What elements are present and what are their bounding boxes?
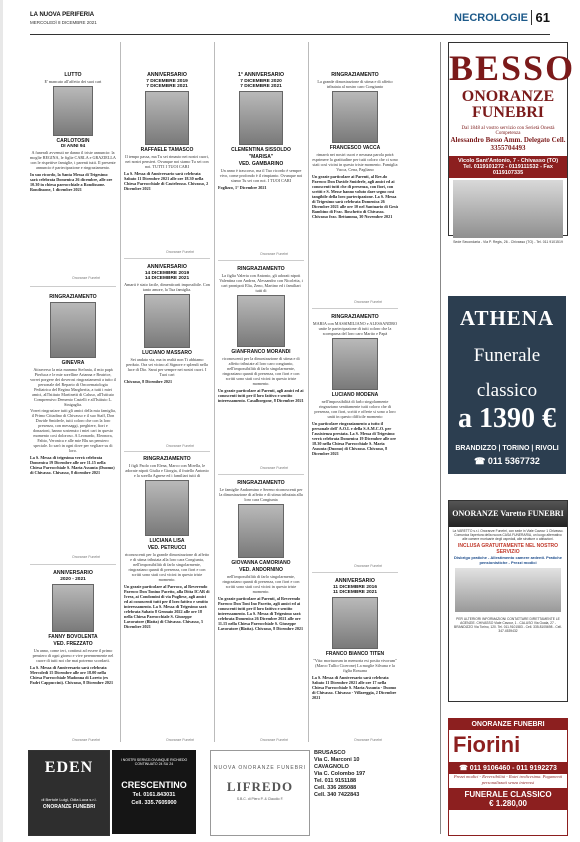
- portrait-photo: [332, 91, 378, 143]
- obit-age: DI ANNI 94: [60, 144, 86, 149]
- obit-lead: I figli Paolo con Elena, Marco con Mirella, le adorate nipoti Giulia e Giorgia, il fratello Antonio e la sorella Agnese ed i familiari tutti di: [125, 463, 209, 478]
- obit-mass-info: In suo ricordo, la Santa Messa di Trigesimo sarà celebrata Domenica 26 dicembre, alle ore 10.30 in chiesa parrocchiale a Rondissone. Rondissone, 1 dicembre 2021: [30, 172, 113, 192]
- obit-text: rimarrà nei nostri cuori e nessuna parola potrà esprimere la gratitudine per tutti coloro che ci sono stati così vicini in questo triste momento. Famiglia Vacca, Cena, Pagliano: [312, 152, 398, 172]
- signature: Onoranze Funebri: [72, 276, 101, 280]
- athena-line-2: classico: [476, 380, 538, 401]
- obit-title: ANNIVERSARIO: [147, 72, 187, 78]
- obit-name-2: VED. PETRUCCI: [147, 545, 187, 551]
- thanks-morandi: [218, 266, 304, 466]
- ad-brusasco: [314, 750, 398, 834]
- obit-date-2: 11 DICEMBRE 2021: [333, 590, 377, 595]
- obituary-lutto: [30, 72, 116, 290]
- lifredo-logo: LIFREDO: [226, 779, 294, 794]
- brus-addr-2: Via C. Colombo 197: [314, 771, 366, 777]
- signature: Onoranze Funebri: [354, 300, 383, 304]
- obit-date-1: 7 DICEMBRE 2020: [240, 79, 282, 84]
- signature: Onoranze Funebri: [260, 738, 289, 742]
- obit-title: RINGRAZIAMENTO: [237, 480, 285, 486]
- obit-date-1: 14 DICEMBRE 2019: [144, 271, 190, 276]
- obit-name-2: VED. ANDORNINO: [239, 567, 283, 573]
- crescentino-name: CRESCENTINO: [121, 780, 187, 790]
- hearse-photo: [455, 568, 561, 612]
- column-rule: [120, 42, 121, 742]
- obit-text-2: Sei andato via, ma in realtà non Ti abbiamo perduto. Ora sei vicino al Signore e splendi nella luce di Dio. Sarai per sempre nei nostri cuori. I Tuoi cari: [126, 357, 208, 377]
- obit-text: Amarti è stato facile, dimenticarti impossibile. Con tanto amore, la Tua famiglia.: [124, 282, 210, 292]
- divider: [124, 451, 210, 452]
- besso-sub-2: FUNEBRI: [471, 104, 544, 121]
- obit-title: RINGRAZIAMENTO: [331, 314, 379, 320]
- masthead: [30, 10, 550, 35]
- varetto-text: La VARETTO s.r.l. Onoranze Funebri, con sede in Viale Cavour 1 Chivasso. Comunica l'apertura della nuova CASA FUNERARIA, un luogo alternativo alle camere mortuarie degli ospedali, alle strutture o abitazioni.: [452, 529, 564, 541]
- besso-logo: BESSO: [449, 48, 576, 88]
- brus-addr-1: Via C. Marconi 10: [314, 757, 360, 763]
- brus-cell-2: Cell. 340 7422843: [314, 792, 360, 798]
- obit-mass-info: Chivasso, 8 Dicembre 2021: [124, 379, 173, 384]
- signature: Onoranze Funebri: [166, 738, 195, 742]
- obit-name: FRANCESCO VACCA: [329, 145, 381, 151]
- obit-mass-info: La S. Messa di Anniversario sarà celebrata Sabato 11 Dicembre 2021 alle ore 18.30 nella Chiesa Parrocchiale di Castelrosso. Chivasso, 2 Dicembre 2021: [124, 171, 209, 191]
- obit-mass-info: Un particolare ringraziamento a tutto il personale dell' A.O.L e della S.A.M.C.O. per l'assistenza prestata. La S. Messa di Trigesimo verrà celebrata Domenica 19 Dicembre alle ore 18.30 nella Chiesa Parrocchiale S. Maria Assunta (Duomo) di Chivasso. Chivasso, 8 Dicembre 2021: [312, 421, 397, 456]
- obit-text: nell'impossibilità di farlo singolarmente ringraziano sentitamente tutti coloro che di presenza, con fiori, scritti e offerte si sono a loro uniti in questo difficile momento: [314, 399, 396, 419]
- crescentino-tagline: I NOSTRI SERVIZI OVUNQUE RICHIEDO CONTINUATO 24 SU 24: [120, 758, 188, 766]
- anniversary-massaro: [124, 264, 210, 442]
- thanks-vacca: [312, 72, 398, 298]
- signature: Onoranze Funebri: [166, 444, 195, 448]
- column-rule: [308, 42, 309, 742]
- divider: [30, 286, 116, 287]
- portrait-photo: [332, 597, 378, 649]
- issue-date: MERCOLEDÌ 8 DICEMBRE 2021: [30, 20, 97, 25]
- portrait-photo: [144, 294, 190, 348]
- anniversary-sissoldo: [218, 72, 304, 250]
- obit-title: LUTTO: [64, 72, 82, 78]
- obit-text: Un anno, come ieri, continui ad essere il primo pensiero di ogni giorno e vive perennemente nel cuore di tutti noi che mai potremo scordarti.: [32, 648, 114, 663]
- obit-name: CLEMENTINA SISSOLDO: [231, 147, 291, 153]
- crescentino-cell: Cell. 335.7605900: [131, 800, 177, 806]
- portrait-photo: [239, 91, 283, 145]
- thanks-modena: [312, 314, 398, 562]
- portrait-photo: [53, 86, 93, 136]
- ad-fiorini: [448, 718, 568, 836]
- divider: [312, 572, 398, 573]
- eden-owner: di Bertolè Luigi, Odia Luca s.r.l.: [41, 797, 97, 802]
- obit-mass-info: La S. Messa di trigesima verrà celebrata Domenica 19 Dicembre alle ore 11.15 nella Chiesa Parrocchiale S. Maria Assunta (Duomo) di Chivasso. Chivasso, 8 dicembre 2021: [30, 455, 115, 475]
- thanks-lisa: [124, 456, 210, 738]
- varetto-highlight: INCLUSA GRATUITAMENTE NEL NOSTRO SERVIZIO: [457, 543, 559, 555]
- fiorini-price-value: € 1.280,00: [489, 799, 527, 808]
- obit-name: RAFFAELE TAMASCO: [140, 147, 194, 153]
- obit-mass-info: Un grazie particolare ai Parenti, agli amici ed ai conoscenti tutti per il loro fattivo e sentito interessamento. Casalborgone, 8 Dicembre 2021: [218, 388, 304, 403]
- ad-crescentino: [112, 750, 196, 834]
- obit-mass-info: La S. Messa di Anniversario sarà celebrata Sabato 11 Dicembre 2021 alle ore 17 nella Chiesa Parrocchiale S. Maria Assunta - Duomo di Chivasso. Chivasso - Villareggia, 2 Dicembre 2021: [312, 675, 397, 700]
- obit-text: Un anno è trascorso, ma il Tuo ricordo è sempre vivo, come profondo è il rimpianto. Ovunque noi siamo Tu sei con noi. I TUOI CARI: [219, 168, 303, 183]
- varetto-contacts: PER ULTERIORI INFORMAZIONI CONTATTARE DIRETTAMENTE LE AGENZIE. CHIVASSO Viale Cavour, 1 - CALUSO Via Guala, 27 - BRANDIZZO Via Torino, 120. Tel. 011.9101583 - Cell. 335.8105698 - Cell. 347.4539432: [454, 617, 562, 633]
- thanks-ginevra: [30, 294, 116, 562]
- obit-date-1: 7 DICEMBRE 2019: [146, 79, 188, 84]
- obit-text: Il tempo passa, ma Tu sei rimasto nei nostri cuori, nei nostri pensieri. Ovunque noi siamo Tu sei con noi. TUTTI I TUOI CARI: [125, 154, 209, 169]
- column-rule: [440, 42, 441, 834]
- obit-name-2: VED. FREZZATO: [53, 641, 93, 647]
- obit-title: ANNIVERSARIO: [335, 578, 375, 584]
- obit-lead: MARIA con MASSIMILIANO e ALESSANDRO unite le partecipazione di tutti coloro che la scomparsa del loro caro Marito e Papà: [312, 321, 398, 336]
- ad-lifredo: [210, 750, 310, 836]
- athena-line-1: Funerale: [473, 345, 541, 366]
- obit-text: riconoscenti per la dimostrazione di stima e di affetto tributate al loro caro congiunto, nell'impossibilità di farlo singolarmente, ringraziano quanti di presenza, con fiori e con scritti sono stati così vicini in questo triste momento.: [222, 356, 300, 386]
- obit-lead: La grande dimostrazione di stima e di affetto tributata al nostro caro Congiunto: [317, 79, 393, 89]
- athena-cities: BRANDIZZO | TORINO | RIVOLI: [455, 445, 559, 452]
- obit-date-2: 7 DICEMBRE 2021: [240, 84, 282, 89]
- obit-title: RINGRAZIAMENTO: [331, 72, 379, 78]
- fiorini-header: ONORANZE FUNEBRI: [449, 719, 567, 730]
- column-rule: [214, 42, 215, 742]
- obit-name: CARLOTOSIN: [56, 138, 90, 144]
- divider: [218, 260, 304, 261]
- ad-besso: [448, 42, 576, 244]
- brus-cell-1: Cell. 336 285088: [314, 785, 357, 791]
- crescentino-phone: Tel. 0161.843031: [132, 792, 176, 798]
- besso-info: Dal 1848 al vostro servizio con Serietà Onestà Competenza: [461, 126, 555, 136]
- obit-title: ANNIVERSARIO: [53, 570, 93, 576]
- athena-price: a 1390 €: [458, 403, 556, 434]
- binding-stripe: [0, 0, 3, 842]
- obit-lead: Le famiglie Andormino e Sereno riconoscenti per la dimostrazione di affetto e di stima tributata alla loro cara Congiunta: [219, 487, 303, 502]
- signature: Onoranze Funebri: [260, 252, 289, 256]
- divider: [30, 564, 116, 565]
- signature: Onoranze Funebri: [72, 555, 101, 559]
- brus-tel: Tel. 011 9151188: [314, 778, 357, 784]
- obit-title: RINGRAZIAMENTO: [143, 456, 191, 462]
- varetto-header: ONORANZE Varetto FUNEBRI: [449, 501, 567, 527]
- obit-name: FRANCO BIANCO TITEN: [325, 651, 385, 657]
- obit-date-2: 14 DICEMBRE 2021: [144, 276, 190, 281]
- obit-mass-info: Un grazie particolare ai Parenti, al Reverendo Parroco Don Toni Ino Pacetto, agli amici ed ai conoscenti tutti per il loro fattivo e sentito interessamento. La S. Messa di Trigesimo sarà celebrata Domenica 26 Dicembre 2021 alle ore 11.15 nella Chiesa Parrocchiale S. Giuseppe Lavoratore (Blatta). Chivasso, 8 Dicembre 2021: [218, 596, 304, 631]
- obit-name: GIANFRANCO MORANDI: [231, 349, 291, 355]
- portrait-photo: [332, 338, 378, 390]
- portrait-photo: [52, 584, 94, 632]
- obit-title: 1° ANNIVERSARIO: [238, 72, 284, 78]
- fiorini-price-label: FUNERALE CLASSICO: [464, 790, 552, 799]
- thanks-camoriano: [218, 480, 304, 738]
- section-title: NECROLOGIE: [454, 12, 528, 24]
- obit-name: LUCIANO MODENA: [331, 392, 379, 398]
- obit-text: riconoscenti per la grande dimostrazione di affetto e di stima tributata alla loro cara Congiunta, nell'impossibilità di farlo singolarmente, ringraziano quanti di presenza, con fiori e con scritti sono stati così vicini in questo triste momento.: [124, 552, 210, 582]
- besso-sub-1: ONORANZE: [461, 88, 555, 105]
- paper-name: LA NUOVA PERIFERIA: [30, 12, 95, 18]
- obit-title: RINGRAZIAMENTO: [49, 294, 97, 300]
- varetto-services: Disbrigo pratiche - Allestimento camere ardenti. Pratiche pensionistiche - Prezzi modici: [454, 555, 562, 565]
- athena-phone: ☎ 011 5367732: [474, 456, 540, 466]
- obit-text: "Vita: mortuorum in memoria est posita vivorum" (Marco Tullio Cicerone) La moglie Silvana e la figlia Rossana: [313, 658, 397, 673]
- brus-city-1: BRUSASCO: [314, 750, 346, 756]
- portrait-photo: [145, 480, 189, 536]
- obit-mass-info: Foglizzo, 1° Dicembre 2021: [218, 185, 267, 190]
- fiorini-phone: ☎ 011 9106460 - 011 9192273: [449, 762, 567, 774]
- signature: Onoranze Funebri: [354, 738, 383, 742]
- portrait-photo: [238, 504, 284, 558]
- anniversary-tamasco: [124, 72, 210, 246]
- obit-dates: 2020 - 2021: [60, 577, 86, 582]
- obit-text-2: Vorrei ringraziare tutti gli amici della mia famiglia, il Primo Cittadino di Chivasso e il suo Staff, Don Davide Smiderle, tutti coloro che con la loro presenza, con messaggi, preghiere, fiori e donazioni, hanno sostenuto i miei cari in questo momento così doloroso. A Leonardo, Eleonora, Fabio, Veronica e alle mie Blu un pensiero speciale. Io sarò in ogni dove per vegliare su di loro.: [30, 408, 116, 453]
- signature: Onoranze Funebri: [260, 466, 289, 470]
- ad-athena: [448, 296, 566, 474]
- obit-title: ANNIVERSARIO: [147, 264, 187, 270]
- obit-text: Attraverso la mia mamma Stefania, il mio papà Pierluca e le mie sorelline Arianna e Beatrice, vorrei porgere dei doverosi ringraziamenti a tutto il personale del Reparto di Oncoematologia Pediatrica del Regina Margherita, a tutti i miei amici, all'Istituto Martinetti di Caluso, all'Istituto Comprensivo Demento Castelli e all'Istituto L. Sinigaglia.: [30, 367, 116, 407]
- besso-address-text: Vicolo Sant'Antonio, 7 - Chivasso (TO): [457, 158, 559, 164]
- brus-city-2: CAVAGNOLO: [314, 764, 349, 770]
- signature: Onoranze Funebri: [72, 738, 101, 742]
- ad-varetto: [448, 500, 568, 702]
- eden-label: ONORANZE FUNEBRI: [42, 804, 96, 810]
- obit-lead: La figlia Valeria con Antonio, gli adorati nipoti Valentina con Andrea, Alessandro con Nicoletta, i cari pronipoti Elia, Zeno, Martino ed i familiari tutti di: [219, 273, 303, 293]
- obit-date-2: 7 DICEMBRE 2021: [146, 84, 188, 89]
- lifredo-tagline: NUOVA ONORANZE FUNEBRI: [213, 765, 307, 771]
- lifredo-company: S.B.C. di Piero P. & Claudio F.: [236, 797, 284, 801]
- obit-name: LUCIANA LISA: [149, 538, 185, 544]
- obit-name: GIOVANNA CAMORIANO: [231, 560, 291, 566]
- obit-date-1: 11 DICEMBRE 2016: [333, 585, 377, 590]
- obit-mass-info: Un grazie particolare ai Parenti, al Rev.do Parroco Don Davide Smiderle, agli amici ed ai conoscenti tutti che di presenza, con fiori, con scritti e S. Messe hanno voluto dare segno così tangibile della loro partecipazione. La S. Messa di Trigesimo sarà celebrata Domenica 26 Dicembre 2021 alle ore 10 nel Santuario di Gesù Bambino di Frac. Boschetto di Chivasso. Chivasso frac. Bettamma, 30 Novembre 2021: [312, 174, 398, 219]
- besso-address: [449, 156, 567, 178]
- eden-logo: EDEN: [44, 759, 94, 776]
- signature: Onoranze Funebri: [166, 250, 195, 254]
- besso-contact: Alessandro Besso Amm. Delegato Cell. 3355704493: [450, 136, 566, 152]
- page-number: 61: [531, 10, 550, 25]
- portrait-photo: [237, 295, 285, 347]
- obit-name: GINEVRA: [61, 360, 85, 366]
- fiorini-logo: Fiorini: [453, 732, 521, 757]
- signature: Onoranze Funebri: [354, 564, 383, 568]
- obit-title: RINGRAZIAMENTO: [237, 266, 285, 272]
- obit-name-2: "MARISA": [248, 154, 274, 160]
- obit-text: nell'impossibilità di farlo singolarmente, ringraziano quanti di presenza, con fiori e con scritti sono stati così vicini in questo triste momento.: [222, 574, 300, 594]
- obit-mass-info: Un grazie particolare al Parroco, al Reverendo Parroco Don Tonino Pacetto, alla Ditta ICAR di Ivrea, ai Condomini di via Pugliese, agli amici ed ai conoscenti tutti per il loro fattivo e sentito interessamento. La S. Messa di Trigesimo sarà celebrata Sabato 8 Gennaio 2022 alle ore 18 nella Chiesa Parrocchiale S. Giuseppe Lavoratore (Blatta) di Chivasso. Chivasso, 3 Dicembre 2021: [124, 584, 210, 629]
- divider: [312, 308, 398, 309]
- portrait-photo: [145, 91, 189, 145]
- hearse-photo: [453, 180, 563, 238]
- obit-name-3: VED. GAMBARINO: [238, 161, 284, 167]
- besso-phone: Tel. 0119101272 - 0119111532 - Fax 0119107335: [463, 164, 553, 176]
- fiorini-price: [449, 788, 567, 810]
- obit-name: LUCIANO MASSARO: [142, 350, 192, 356]
- athena-logo: ATHENA: [459, 306, 555, 330]
- divider: [124, 258, 210, 259]
- anniversary-bovolenta: [30, 570, 116, 736]
- besso-branch: Sede Secondaria - Via P. Regis, 26 - Chivasso (TO) - Tel. 011 9101519: [453, 240, 563, 244]
- portrait-photo: [50, 302, 96, 358]
- obit-name: FANNY BOVOLENTA: [48, 634, 98, 640]
- ad-eden: [28, 750, 110, 836]
- fiorini-services: Prezzi modici - Reversibilità - Ratei tredicesima. Pagamenti personalizzati senza interessi: [453, 774, 563, 785]
- obit-text: A funerali avvenuti ne danno il triste annuncio: la moglie REGINA, le figlie CARLA e GRAZIELLA con le rispettive famiglie, i parenti tutti. Il presente annuncio è partecipazione e ringraziamento.: [30, 150, 116, 170]
- obit-lead: E' mancato all'affetto dei suoi cari: [44, 79, 102, 84]
- obit-mass-info: La S. Messa di Anniversario sarà celebrata Mercoledì 15 Dicembre alle ore 18.00 nella Chiesa Parrocchiale Madonna di Loreto (ex Padri Cappuccini). Chivasso, 8 Dicembre 2021: [30, 665, 114, 685]
- anniversary-bianco: [312, 578, 398, 738]
- divider: [218, 474, 304, 475]
